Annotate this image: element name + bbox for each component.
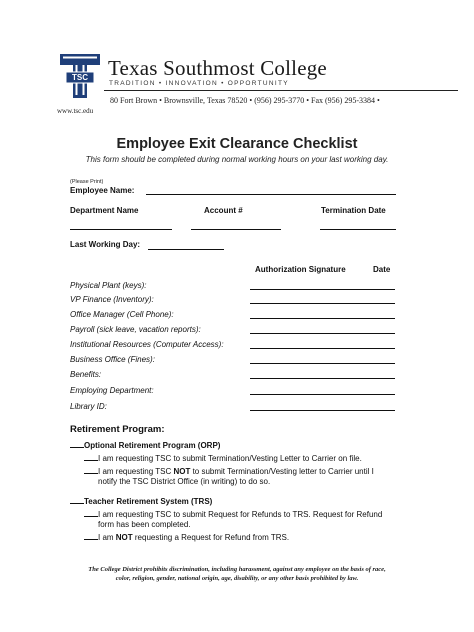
account-field[interactable] bbox=[191, 229, 281, 230]
orp-checkbox-blank[interactable] bbox=[70, 447, 84, 448]
clearance-item: Business Office (Fines): bbox=[70, 355, 155, 364]
logo-text: TSC bbox=[72, 73, 88, 82]
orp-option-1-text: I am requesting TSC to submit Termination/Vesting Letter to Carrier on file. bbox=[98, 454, 362, 463]
signature-line[interactable] bbox=[250, 333, 395, 334]
date-header: Date bbox=[373, 265, 391, 274]
orp-option-1[interactable] bbox=[84, 454, 362, 463]
employee-name-label: Employee Name: bbox=[70, 186, 135, 195]
clearance-item: Office Manager (Cell Phone): bbox=[70, 310, 174, 319]
signature-line[interactable] bbox=[250, 394, 395, 395]
signature-line[interactable] bbox=[250, 318, 395, 319]
college-address: 80 Fort Brown • Brownsville, Texas 78520 • (956) 295-3770 • Fax (956) 295-3384 • bbox=[110, 96, 380, 105]
trs-option-1-line2: form has been completed. bbox=[98, 520, 191, 529]
signature-line[interactable] bbox=[250, 348, 395, 349]
last-working-day-label: Last Working Day: bbox=[70, 240, 141, 249]
orp-option-2-text: I am requesting TSC bbox=[98, 467, 174, 476]
department-name-label: Department Name bbox=[70, 206, 139, 215]
trs-option-2[interactable] bbox=[84, 533, 289, 542]
clearance-item: Institutional Resources (Computer Access): bbox=[70, 340, 224, 349]
footer-line-1: The College District prohibits discrimination, including harassment, against any employee on the basis of race, bbox=[88, 566, 386, 573]
signature-line[interactable] bbox=[250, 303, 395, 304]
orp-option-2-text-cont: to submit Termination/Vesting letter to Carrier until I bbox=[190, 467, 374, 476]
trs-option-1-blank[interactable] bbox=[84, 516, 98, 517]
trs-title: Teacher Retirement System (TRS) bbox=[84, 497, 213, 506]
header-rule bbox=[104, 90, 458, 91]
signature-line[interactable] bbox=[250, 410, 395, 411]
clearance-item: Physical Plant (keys): bbox=[70, 281, 147, 290]
trs-option-1-text: I am requesting TSC to submit Request for Refunds to TRS. Request for Refund bbox=[98, 510, 383, 519]
employee-name-field[interactable] bbox=[146, 194, 396, 195]
tsc-logo bbox=[60, 54, 100, 98]
clearance-item: Employing Department: bbox=[70, 386, 154, 395]
authorization-signature-header: Authorization Signature bbox=[255, 265, 346, 274]
orp-option-2-not: NOT bbox=[173, 467, 191, 476]
please-print-note: (Please Print) bbox=[70, 179, 104, 185]
trs-option-2-text: I am bbox=[98, 533, 116, 542]
trs-option-2-blank[interactable] bbox=[84, 539, 98, 540]
college-name: Texas Southmost College bbox=[108, 56, 327, 80]
college-website[interactable]: www.tsc.edu bbox=[57, 107, 94, 115]
orp-option-2-line2: notify the TSC District Office (in writing) to do so. bbox=[98, 477, 271, 486]
orp-option-1-blank[interactable] bbox=[84, 460, 98, 461]
termination-date-field[interactable] bbox=[320, 229, 396, 230]
trs-option-1[interactable] bbox=[84, 510, 382, 519]
department-name-field[interactable] bbox=[70, 229, 172, 230]
college-motto: TRADITION • INNOVATION • OPPORTUNITY bbox=[109, 80, 289, 87]
form-intro: This form should be completed during normal working hours on your last working day. bbox=[85, 155, 389, 164]
trs-option-2-text-cont: requesting a Request for Refund from TRS. bbox=[132, 533, 290, 542]
trs-option[interactable] bbox=[70, 497, 212, 506]
account-label: Account # bbox=[204, 206, 243, 215]
clearance-item: Benefits: bbox=[70, 370, 102, 379]
nondiscrimination-footer bbox=[0, 565, 474, 583]
termination-date-label: Termination Date bbox=[321, 206, 386, 215]
retirement-heading: Retirement Program: bbox=[70, 424, 165, 435]
orp-title: Optional Retirement Program (ORP) bbox=[84, 441, 221, 450]
form-title: Employee Exit Clearance Checklist bbox=[116, 136, 358, 152]
clearance-item: VP Finance (Inventory): bbox=[70, 295, 154, 304]
orp-option-2-blank[interactable] bbox=[84, 473, 98, 474]
clearance-item: Payroll (sick leave, vacation reports): bbox=[70, 325, 201, 334]
signature-line[interactable] bbox=[250, 378, 395, 379]
trs-checkbox-blank[interactable] bbox=[70, 503, 84, 504]
orp-option[interactable] bbox=[70, 441, 220, 450]
signature-line[interactable] bbox=[250, 289, 395, 290]
signature-line[interactable] bbox=[250, 363, 395, 364]
orp-option-2[interactable] bbox=[84, 467, 374, 476]
footer-line-2: color, religion, gender, national origin, age, disability, or any other basis prohibited by law. bbox=[115, 575, 359, 582]
clearance-item: Library ID: bbox=[70, 402, 107, 411]
last-working-day-field[interactable] bbox=[148, 249, 224, 250]
trs-option-2-not: NOT bbox=[115, 533, 133, 542]
